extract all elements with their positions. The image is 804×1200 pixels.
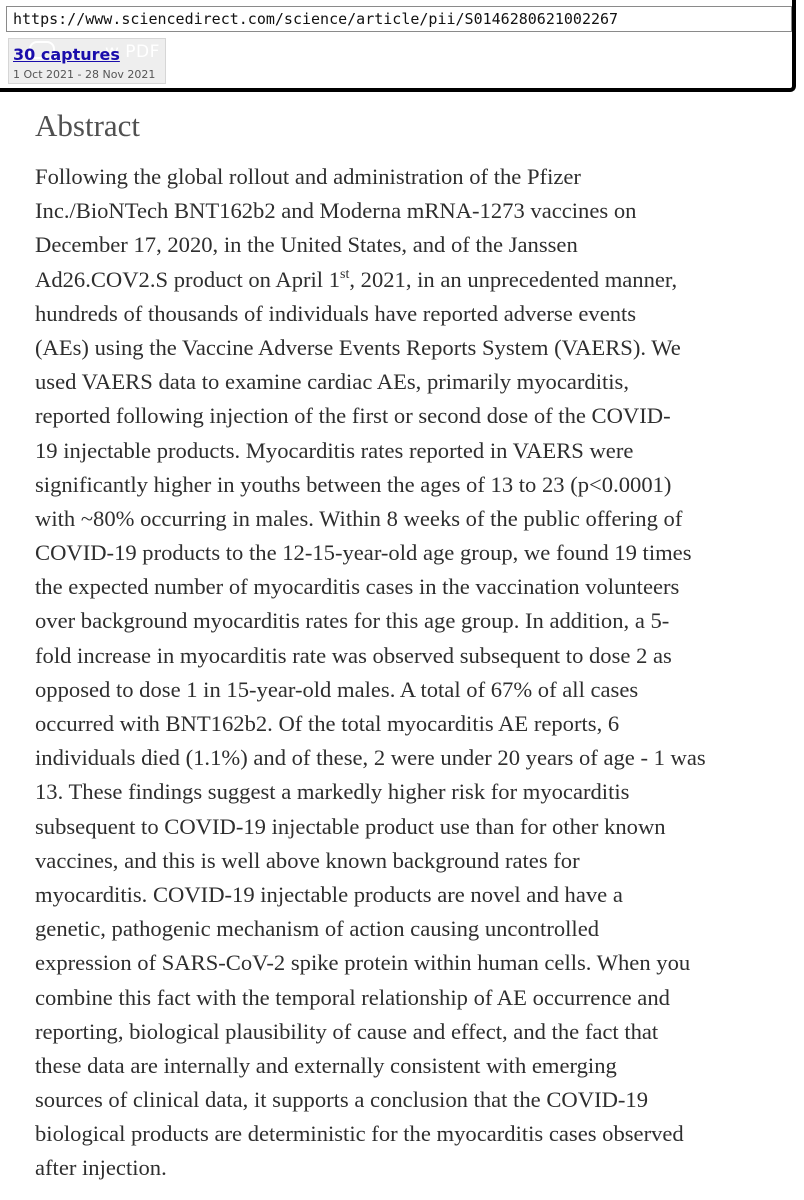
abstract-line: 13. These findings suggest a markedly higher risk for myocarditis xyxy=(35,779,630,805)
abstract-line: subsequent to COVID-19 injectable product use than for other known xyxy=(35,813,666,839)
abstract-line: individuals died (1.1%) and of these, 2 were under 20 years of age - 1 was xyxy=(35,745,706,771)
abstract-line: these data are internally and externally consistent with emerging xyxy=(35,1052,617,1078)
abstract-line-head: Ad26.COV2.S product on April 1 xyxy=(35,266,341,292)
abstract-line: combine this fact with the temporal relationship of AE occurrence and xyxy=(35,984,670,1010)
abstract-line: biological products are deterministic for the myocarditis cases observed xyxy=(35,1121,684,1147)
abstract-line: occurred with BNT162b2. Of the total myocarditis AE reports, 6 xyxy=(35,711,620,736)
abstract-heading: Abstract xyxy=(35,108,141,143)
abstract-line: fold increase in myocarditis rate was observed subsequent to dose 2 as xyxy=(35,642,672,668)
abstract-line: genetic, pathogenic mechanism of action causing uncontrolled xyxy=(35,916,600,942)
abstract-line: vaccines, and this is well above known background rates for xyxy=(35,847,580,873)
abstract-line: reporting, biological plausibility of cause and effect, and the fact that xyxy=(35,1018,659,1044)
capture-date-range: 1 Oct 2021 - 28 Nov 2021 xyxy=(13,68,156,81)
abstract-line-tail: , 2021, in an unprecedented manner, xyxy=(349,266,678,292)
abstract-line: December 17, 2020, in the United States, and of the Janssen xyxy=(35,232,578,258)
abstract-line: the expected number of myocarditis cases in the vaccination volunteers xyxy=(35,574,680,600)
abstract-line: reported following injection of the first or second dose of the COVID- xyxy=(35,403,671,429)
ordinal-superscript: st xyxy=(340,266,350,282)
abstract-line: 19 injectable products. Myocarditis rates reported in VAERS were xyxy=(35,437,634,463)
view-pdf-label: w PDF xyxy=(105,42,160,62)
abstract-line: COVID-19 products to the 12-15-year-old age group, we found 19 times xyxy=(35,540,692,566)
abstract-line: myocarditis. COVID-19 injectable products are novel and have a xyxy=(35,881,623,907)
url-field[interactable]: https://www.sciencedirect.com/science/article/pii/S0146280621002267 xyxy=(6,6,792,32)
abstract-line: opposed to dose 1 in 15-year-old males. A total of 67% of all cases xyxy=(35,676,639,702)
abstract-line: Following the global rollout and administration of the Pfizer xyxy=(35,164,581,189)
abstract-line: hundreds of thousands of individuals have reported adverse events xyxy=(35,300,637,326)
abstract-line: used VAERS data to examine cardiac AEs, primarily myocarditis, xyxy=(35,369,630,395)
abstract-line xyxy=(35,263,795,297)
abstract-line: significantly higher in youths between the ages of 13 to 23 (p<0.0001) xyxy=(35,471,672,497)
abstract-body xyxy=(35,160,795,1186)
abstract-line: expression of SARS-CoV-2 spike protein within human cells. When you xyxy=(35,950,691,976)
captures-link[interactable]: 30 captures xyxy=(13,45,120,64)
abstract-line: after injection. xyxy=(35,1155,167,1181)
abstract-line: with ~80% occurring in males. Within 8 weeks of the public offering of xyxy=(35,505,683,531)
wayback-toolbar xyxy=(0,0,796,92)
abstract-line: (AEs) using the Vaccine Adverse Events Reports System (VAERS). We xyxy=(35,334,681,360)
captures-panel xyxy=(8,38,166,84)
abstract-line: Inc./BioNTech BNT162b2 and Moderna mRNA-1273 vaccines on xyxy=(35,198,637,224)
abstract-line: sources of clinical data, it supports a conclusion that the COVID-19 xyxy=(35,1087,649,1113)
abstract-line: over background myocarditis rates for this age group. In addition, a 5- xyxy=(35,608,670,634)
